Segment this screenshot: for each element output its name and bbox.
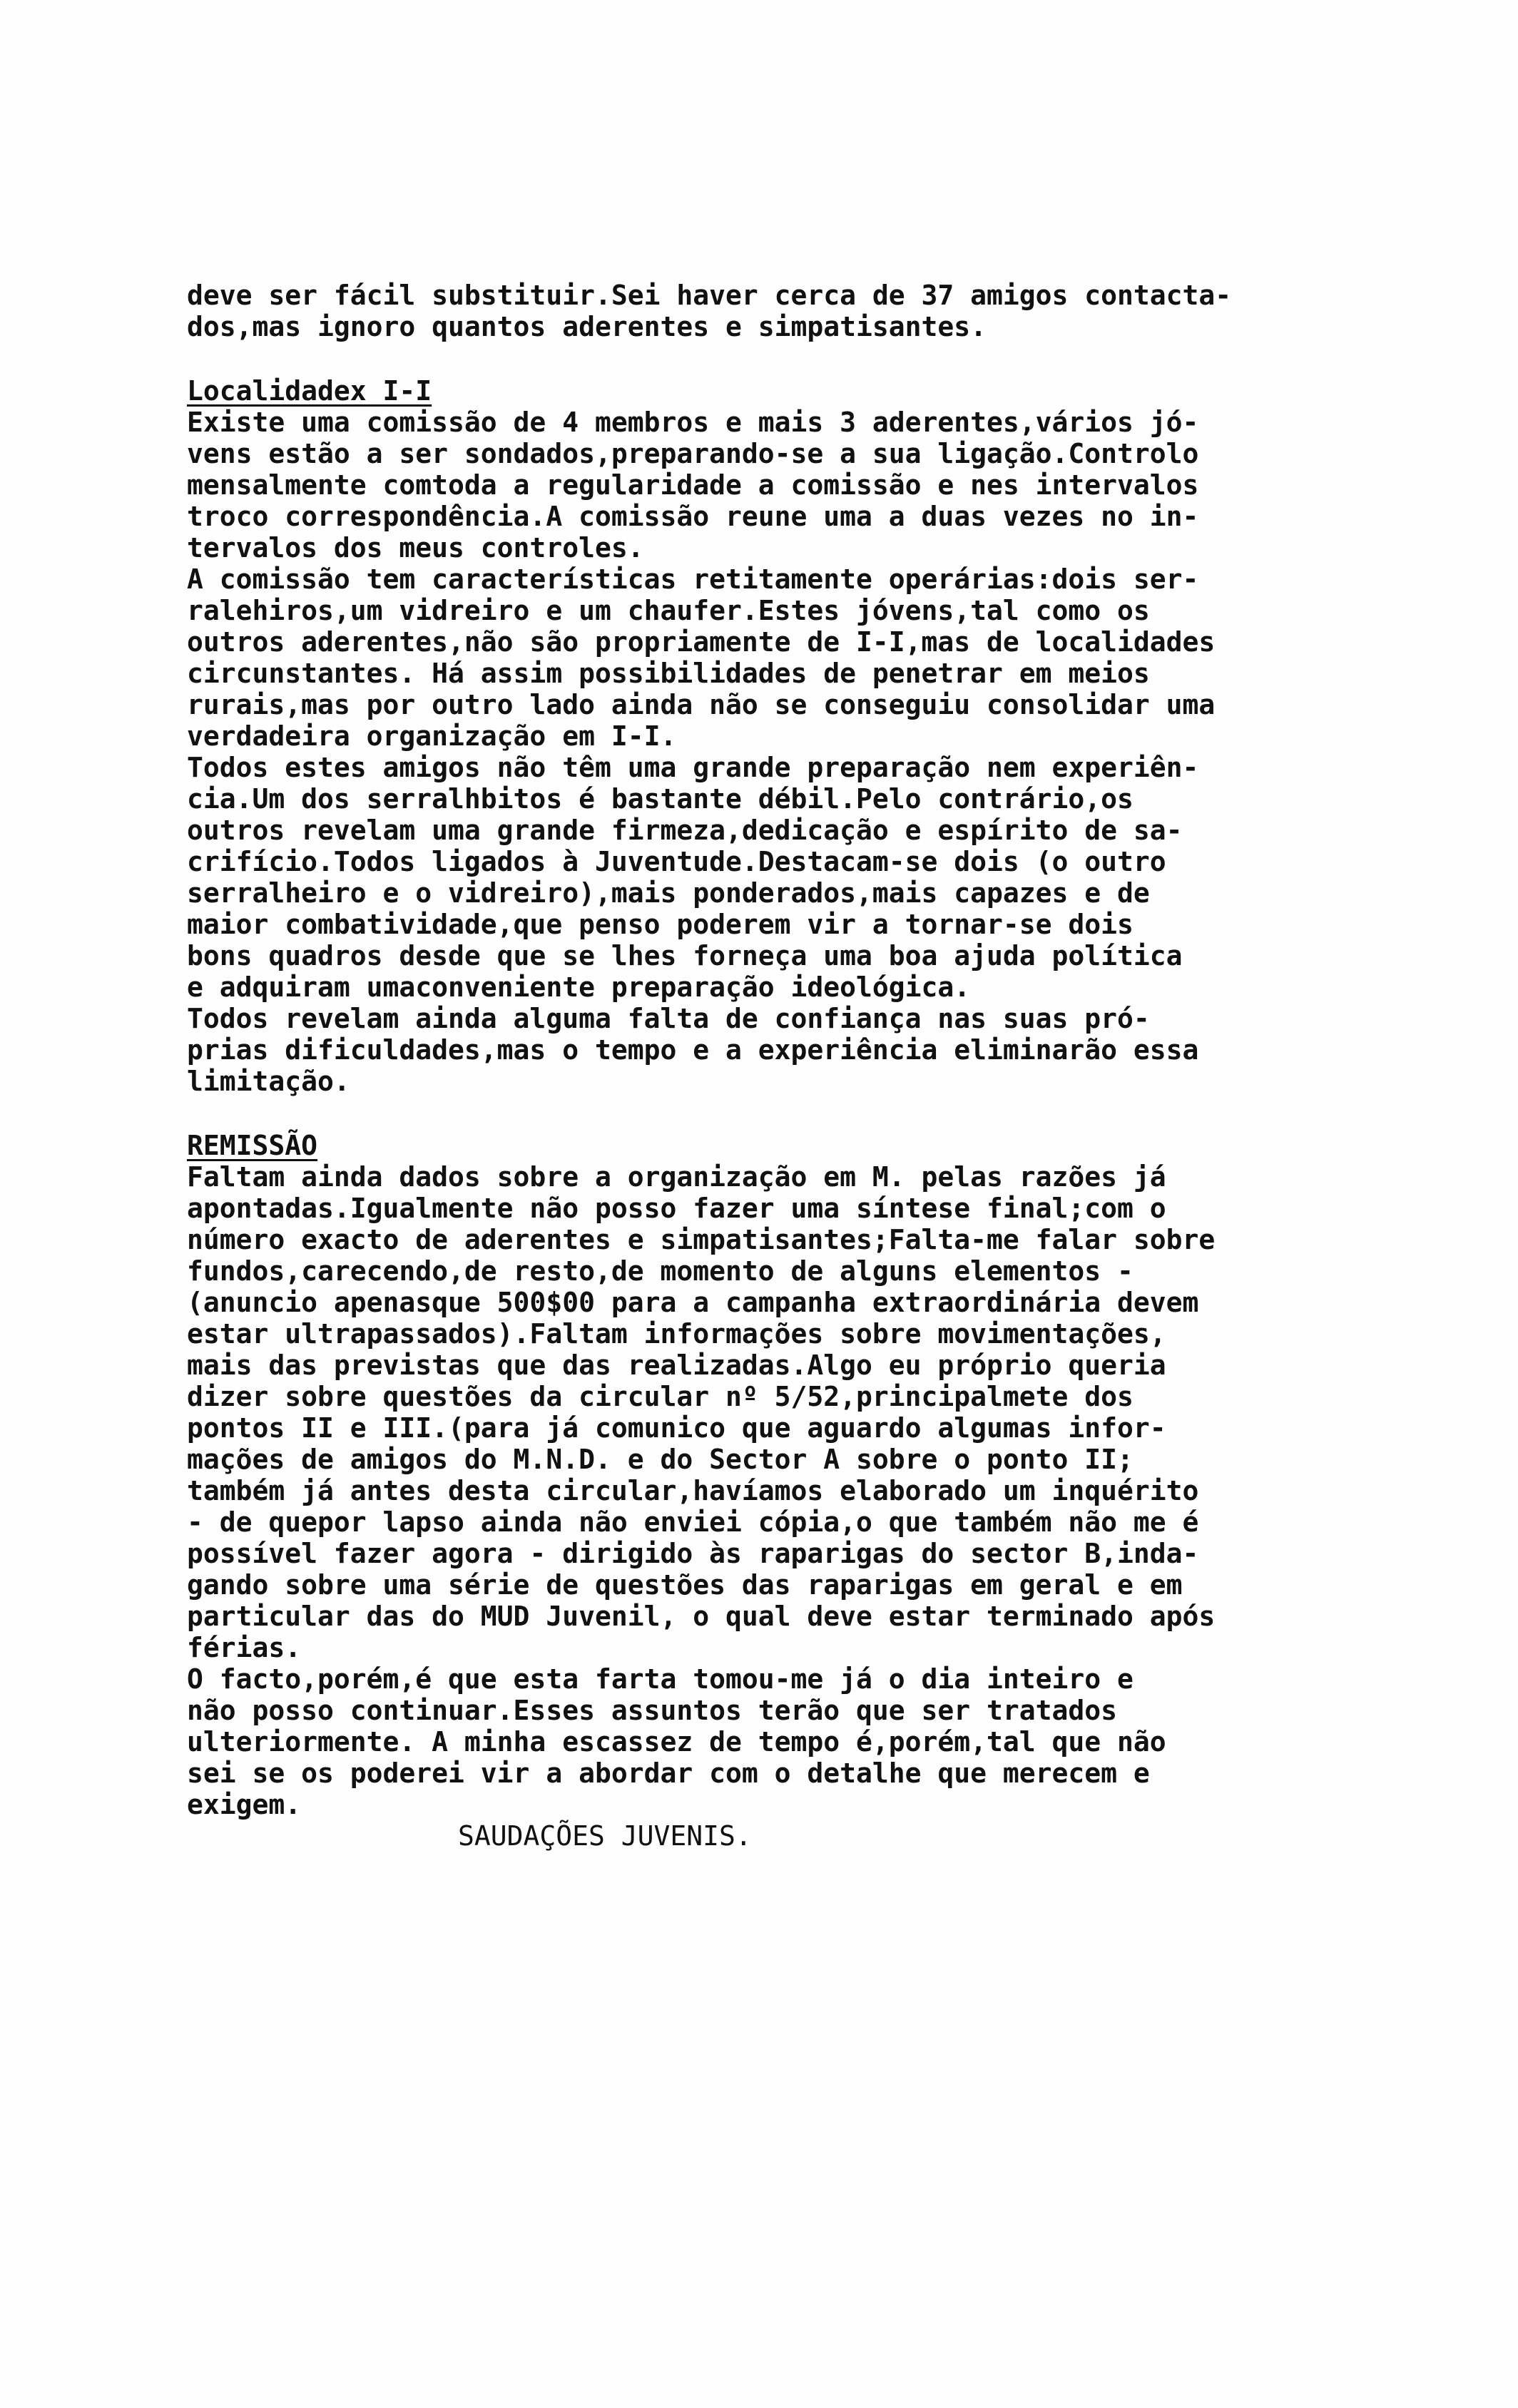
intro-paragraph (187, 280, 1400, 342)
spacer (187, 1097, 1400, 1130)
text-line: dos,mas ignoro quantos aderentes e simpatisantes. (187, 311, 987, 342)
text-line: Faltam ainda dados sobre a organização em M. pelas razões já (187, 1161, 1166, 1193)
text-line: também já antes desta circular,havíamos elaborado um inquérito (187, 1475, 1199, 1506)
text-line: ralehiros,um vidreiro e um chaufer.Estes jóvens,tal como os (187, 595, 1150, 626)
text-line: prias dificuldades,mas o tempo e a experiência eliminarão essa (187, 1034, 1199, 1066)
text-line: mais das previstas que das realizadas.Algo eu próprio queria (187, 1350, 1166, 1381)
text-line: sei se os poderei vir a abordar com o detalhe que merecem e (187, 1757, 1150, 1789)
text-line: possível fazer agora - dirigido às raparigas do sector B,inda- (187, 1538, 1199, 1569)
typescript-body (187, 280, 1400, 1852)
text-line: cia.Um dos serralhbitos é bastante débil.Pelo contrário,os (187, 783, 1134, 815)
text-line: pontos II e III.(para já comunico que aguardo algumas infor- (187, 1412, 1166, 1444)
text-line: ulteriormente. A minha escassez de tempo é,porém,tal que não (187, 1726, 1166, 1757)
section-remissao-body (187, 1161, 1400, 1820)
text-line: gando sobre uma série de questões das raparigas em geral e em (187, 1569, 1183, 1601)
section-localidade-body (187, 407, 1400, 1097)
text-line: mensalmente comtoda a regularidade a comissão e nes intervalos (187, 469, 1199, 501)
text-line: limitação. (187, 1066, 350, 1097)
text-line: - de quepor lapso ainda não enviei cópia,o que também não me é (187, 1506, 1199, 1538)
text-line: apontadas.Igualmente não posso fazer uma síntese final;com o (187, 1193, 1166, 1224)
text-line: particular das do MUD Juvenil, o qual deve estar terminado após (187, 1601, 1216, 1632)
signoff: SAUDAÇÕES JUVENIS. (458, 1820, 752, 1852)
text-line: tervalos dos meus controles. (187, 532, 644, 563)
text-line: maior combatividade,que penso poderem vir a tornar-se dois (187, 909, 1134, 940)
text-line: rurais,mas por outro lado ainda não se conseguiu consolidar uma (187, 689, 1216, 720)
text-line: (anuncio apenasque 500$00 para a campanha extraordinária devem (187, 1287, 1199, 1318)
text-line: e adquiram umaconveniente preparação ideológica. (187, 971, 971, 1003)
text-line: serralheiro e o vidreiro),mais ponderados,mais capazes e de (187, 877, 1150, 909)
text-line: Todos estes amigos não têm uma grande preparação nem experiên- (187, 752, 1199, 783)
text-line: outros aderentes,não são propriamente de I-I,mas de localidades (187, 626, 1216, 658)
text-line: exigem. (187, 1789, 302, 1820)
text-line: fundos,carecendo,de resto,de momento de alguns elementos - (187, 1255, 1134, 1287)
text-line: dizer sobre questões da circular nº 5/52,principalmete dos (187, 1381, 1134, 1412)
text-line: estar ultrapassados).Faltam informações sobre movimentações, (187, 1318, 1166, 1350)
text-line: outros revelam uma grande firmeza,dedicação e espírito de sa- (187, 815, 1183, 846)
section-heading-localidade: Localidadex I-I (187, 375, 432, 407)
text-line: mações de amigos do M.N.D. e do Sector A sobre o ponto II; (187, 1444, 1134, 1475)
text-line: número exacto de aderentes e simpatisantes;Falta-me falar sobre (187, 1224, 1216, 1255)
text-line: férias. (187, 1632, 302, 1663)
text-line: O facto,porém,é que esta farta tomou-me já o dia inteiro e (187, 1663, 1134, 1695)
text-line: verdadeira organização em I-I. (187, 720, 677, 752)
text-line: deve ser fácil substituir.Sei haver cerca de 37 amigos contacta- (187, 280, 1232, 311)
spacer (187, 342, 1400, 375)
text-line: bons quadros desde que se lhes forneça uma boa ajuda política (187, 940, 1183, 971)
text-line: circunstantes. Há assim possibilidades de penetrar em meios (187, 658, 1150, 689)
section-heading-remissao: REMISSÃO (187, 1130, 318, 1161)
text-line: Todos revelam ainda alguma falta de confiança nas suas pró- (187, 1003, 1150, 1034)
text-line: crifício.Todos ligados à Juventude.Destacam-se dois (o outro (187, 846, 1166, 877)
text-line: troco correspondência.A comissão reune uma a duas vezes no in- (187, 501, 1199, 532)
text-line: Existe uma comissão de 4 membros e mais 3 aderentes,vários jó- (187, 407, 1199, 438)
text-line: A comissão tem características retitamente operárias:dois ser- (187, 563, 1199, 595)
text-line: não posso continuar.Esses assuntos terão que ser tratados (187, 1695, 1118, 1726)
text-line: vens estão a ser sondados,preparando-se a sua ligação.Controlo (187, 438, 1199, 469)
